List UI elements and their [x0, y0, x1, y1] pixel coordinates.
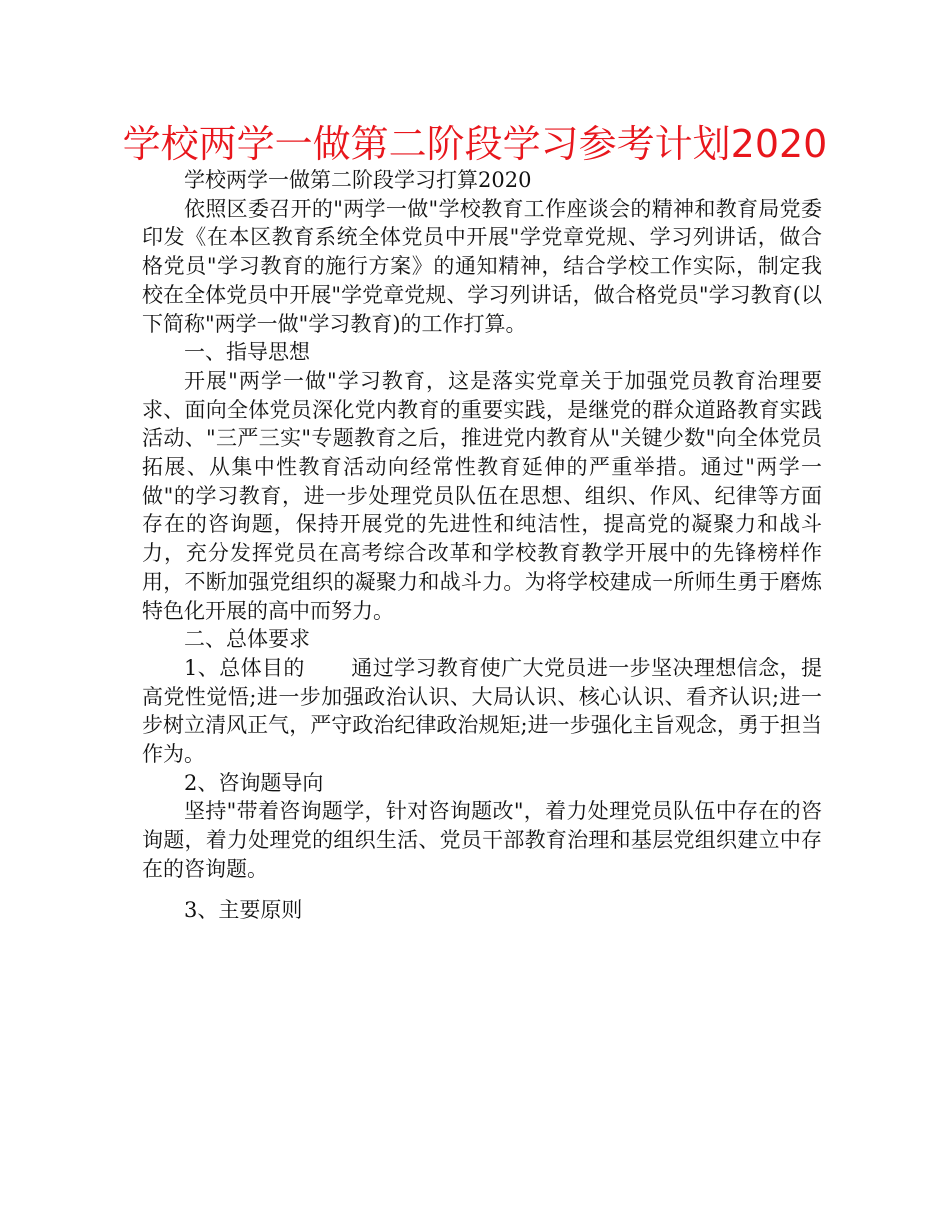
overall-goal-paragraph [142, 654, 822, 769]
problem-oriented-paragraph: 坚持"带着咨询题学，针对咨询题改"，着力处理党员队伍中存在的咨询题，着力处理党的组织生活、党员干部教育治理和基层党组织建立中存在的咨询题。 [142, 799, 822, 881]
guiding-ideology-paragraph: 开展"两学一做"学习教育，这是落实党章关于加强党员教育治理要求、面向全体党员深化党内教育的重要实践，是继党的群众道路教育实践活动、"三严三实"专题教育之后，推进党内教育从"关键少数"向全体党员拓展、从集中性教育活动向经常性教育延伸的严重举措。通过"两学一做"的学习教育，进一步处理党员队伍在思想、组织、作风、纪律等方面存在的咨询题，保持开展党的先进性和纯洁性，提高党的凝聚力和战斗力，充分发挥党员在高考综合改革和学校教育教学开展中的先锋榜样作用，不断加强党组织的凝聚力和战斗力。为将学校建成一所师生勇于磨炼特色化开展的高中而努力。 [142, 368, 822, 623]
intro-paragraph: 依照区委召开的"两学一做"学校教育工作座谈会的精神和教育局党委印发《在本区教育系统全体党员中开展"学党章党规、学习列讲话，做合格党员"学习教育的施行方案》的通知精神，结合学校工作实际，制定我校在全体党员中开展"学党章党规、学习列讲话，做合格党员"学习教育(以下简称"两学一做"学习教育)的工作打算。 [142, 196, 822, 336]
overall-goal-text: 通过学习教育使广大党员进一步坚决理想信念，提高党性觉悟;进一步加强政治认识、大局认识、核心认识、看齐认识;进一步树立清风正气，严守政治纪律政治规矩;进一步强化主旨观念，勇于担当作为。 [142, 655, 822, 767]
section-heading-guiding-ideology: 一、指导思想 [184, 340, 310, 365]
subheading-main-principles: 3、主要原则 [184, 897, 303, 922]
subheading-problem-oriented: 2、咨询题导向 [184, 770, 324, 795]
document-title: 学校两学一做第二阶段学习参考计划2020 [122, 122, 828, 166]
subtitle-paragraph: 学校两学一做第二阶段学习打算2020 [184, 168, 532, 192]
section-heading-overall-requirements: 二、总体要求 [184, 627, 310, 652]
overall-goal-label: 1、总体目的 [184, 655, 305, 680]
document-body [142, 166, 822, 924]
